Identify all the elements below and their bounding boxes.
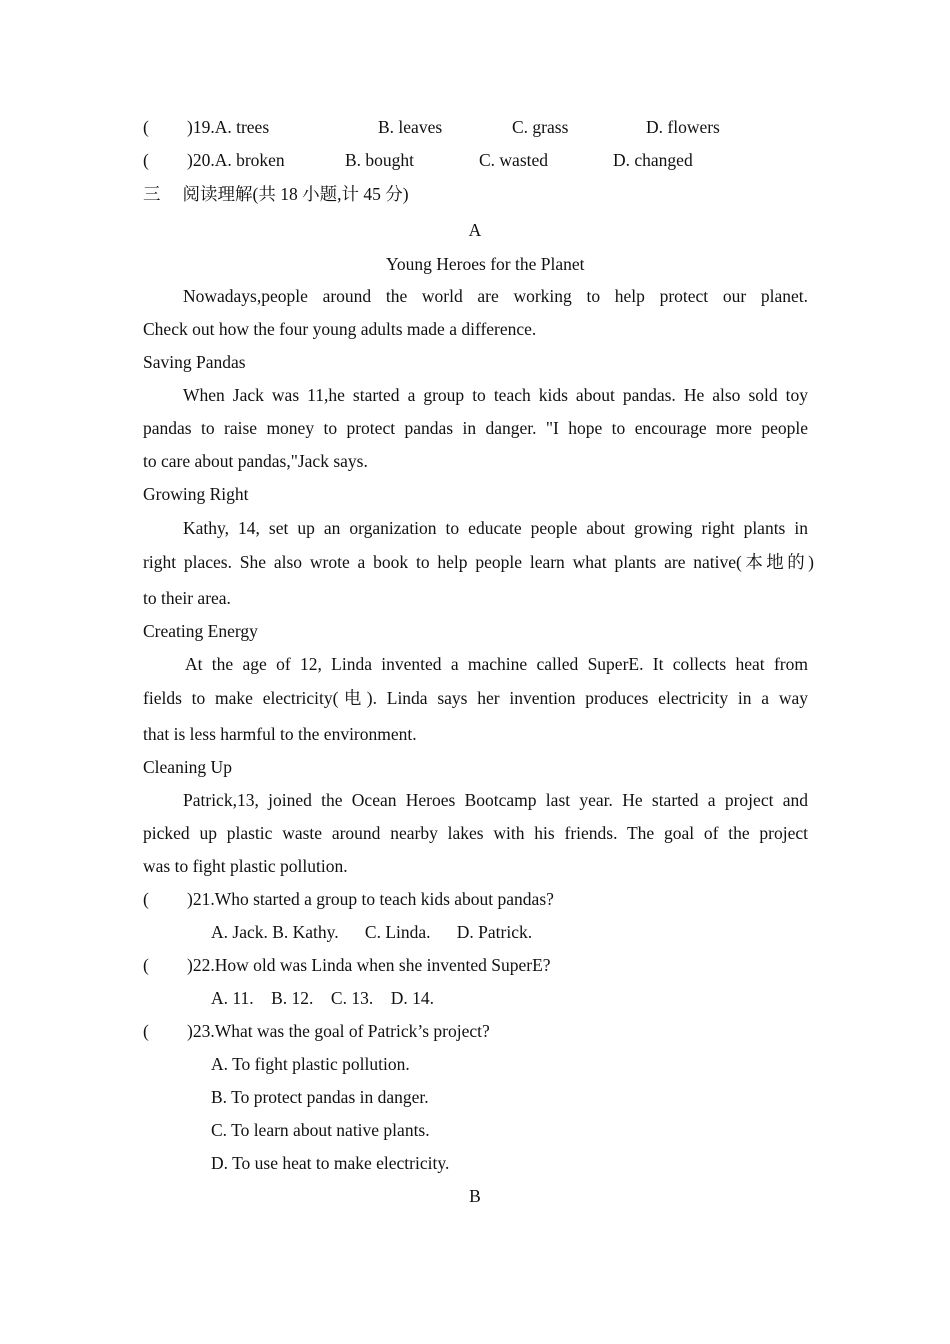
q20-option-a: )20.A. broken [187,150,285,170]
q19-option-d: D. flowers [646,117,720,137]
question-20 [143,150,285,170]
q19-option-b: B. leaves [378,117,443,137]
q20-option-c: C. wasted [479,150,549,170]
section-heading-cleaning-up: Cleaning Up [143,757,232,777]
intro-line-1: Nowadays,people around the world are working to help protect our planet. [183,286,808,306]
answer-paren: ( [143,117,149,137]
q23-option-c: C. To learn about native plants. [211,1120,430,1140]
question-stem: )23.What was the goal of Patrick’s project? [187,1021,490,1041]
paragraph-line: At the age of 12, Linda invented a machine called SuperE. It collects heat from [185,654,808,674]
section-heading-growing-right: Growing Right [143,484,249,504]
question-stem: )22.How old was Linda when she invented SuperE? [187,955,551,975]
paragraph-line: fields to make electricity(电). Linda says her invention produces electricity in a way [143,688,808,708]
section-heading [143,184,409,204]
q19-option-c: C. grass [512,117,569,137]
section-number: 三 [143,184,161,204]
q21-options: A. Jack. B. Kathy. C. Linda. D. Patrick. [211,922,533,942]
q23-option-a: A. To fight plastic pollution. [211,1054,410,1074]
q20-option-d: D. changed [613,150,693,170]
answer-paren: ( [143,889,149,909]
paragraph-line: to care about pandas,"Jack says. [143,451,368,471]
paragraph-line: that is less harmful to the environment. [143,724,417,744]
q20-option-b: B. bought [345,150,415,170]
intro-line-2: Check out how the four young adults made a difference. [143,319,537,339]
paragraph-line: picked up plastic waste around nearby lakes with his friends. The goal of the project [143,823,808,843]
question-21 [143,889,554,909]
section-title: 阅读理解(共 18 小题,计 45 分) [182,184,409,204]
section-heading-saving-pandas: Saving Pandas [143,352,246,372]
question-23 [143,1021,490,1041]
answer-paren: ( [143,1021,149,1041]
section-heading-creating-energy: Creating Energy [143,621,258,641]
q23-option-d: D. To use heat to make electricity. [211,1153,450,1173]
paragraph-line: When Jack was 11,he started a group to teach kids about pandas. He also sold toy [183,385,808,405]
answer-paren: ( [143,955,149,975]
q19-option-a: )19.A. trees [187,117,270,137]
q23-option-b: B. To protect pandas in danger. [211,1087,429,1107]
paragraph-line: pandas to raise money to protect pandas in danger. "I hope to encourage more people [143,418,808,438]
paragraph-line: was to fight plastic pollution. [143,856,348,876]
paragraph-line: right places. She also wrote a book to help people learn what plants are native(本地的) [143,552,814,572]
answer-paren: ( [143,150,149,170]
question-stem: )21.Who started a group to teach kids about pandas? [187,889,554,909]
passage-a-title: Young Heroes for the Planet [386,254,585,274]
paragraph-line: to their area. [143,588,231,608]
passage-b-label: B [469,1186,481,1206]
question-19 [143,117,269,137]
paragraph-line: Patrick,13, joined the Ocean Heroes Bootcamp last year. He started a project and [183,790,808,810]
question-22 [143,955,551,975]
paragraph-line: Kathy, 14, set up an organization to educate people about growing right plants in [183,518,808,538]
passage-a-label: A [468,220,482,240]
q22-options: A. 11. B. 12. C. 13. D. 14. [211,988,434,1008]
